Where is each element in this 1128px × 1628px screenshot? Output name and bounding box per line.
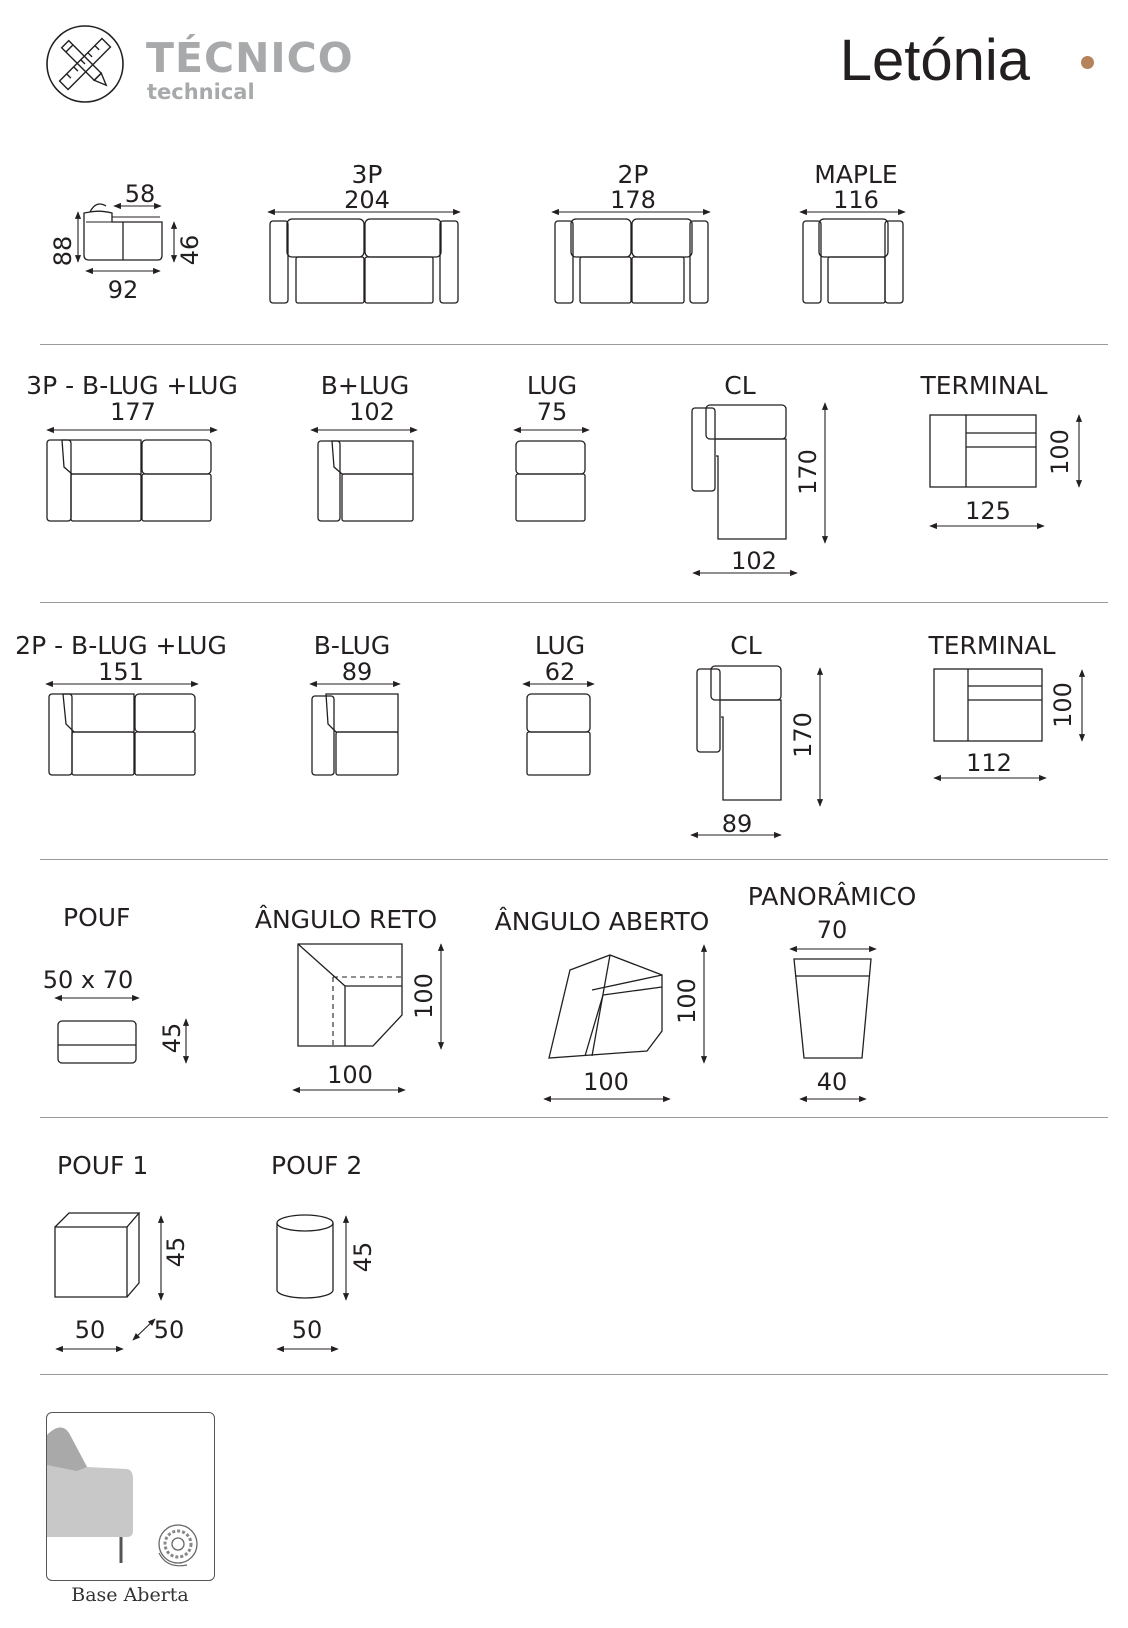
pouf-label: POUF bbox=[63, 903, 131, 932]
maple-label: MAPLE bbox=[814, 160, 898, 189]
angulo-reto-width: 100 bbox=[327, 1061, 373, 1089]
combo-2p-blug-lug-drawing bbox=[46, 684, 198, 775]
sofa-3p-drawing bbox=[268, 212, 460, 303]
pouf-1-depth: 50 bbox=[153, 1316, 185, 1344]
cl-width: 102 bbox=[731, 547, 777, 575]
terminal-depth: 100 bbox=[1046, 429, 1074, 475]
armchair-maple-drawing bbox=[800, 212, 905, 303]
pouf-1-width: 50 bbox=[74, 1316, 106, 1344]
combo-2p-label: 2P - B-LUG +LUG bbox=[15, 631, 227, 660]
terminal-small-depth: 100 bbox=[1049, 682, 1077, 728]
terminal-label: TERMINAL bbox=[920, 371, 1048, 400]
cl-label: CL bbox=[724, 371, 756, 400]
module-lug-drawing bbox=[514, 430, 589, 521]
b-lug-width: 89 bbox=[341, 658, 373, 686]
blug-width: 102 bbox=[349, 398, 395, 426]
sofa-base-illustration bbox=[47, 1413, 214, 1580]
angulo-reto-label: ÂNGULO RETO bbox=[254, 905, 438, 934]
module-lug-small-drawing bbox=[523, 684, 594, 775]
terminal-width: 125 bbox=[965, 497, 1011, 525]
lug-width: 75 bbox=[536, 398, 568, 426]
angulo-aberto-label: ÂNGULO ABERTO bbox=[494, 907, 710, 936]
panoramico-label: PANORÂMICO bbox=[747, 882, 917, 911]
side-seat-height-value: 46 bbox=[176, 234, 204, 266]
cl-small-label: CL bbox=[730, 631, 762, 660]
lug-small-label: LUG bbox=[534, 631, 586, 660]
terminal-small-label: TERMINAL bbox=[928, 631, 1056, 660]
pouf-2-label: POUF 2 bbox=[271, 1151, 363, 1180]
combo-3p-label: 3P - B-LUG +LUG bbox=[26, 371, 238, 400]
b-lug-label: B-LUG bbox=[313, 631, 391, 660]
combo-3p-width: 177 bbox=[110, 398, 156, 426]
lug-label: LUG bbox=[526, 371, 578, 400]
maple-width: 116 bbox=[833, 186, 879, 214]
combo-3p-blug-lug-drawing bbox=[47, 430, 217, 521]
pouf-2-height: 45 bbox=[349, 1241, 377, 1273]
pouf-height: 45 bbox=[158, 1022, 186, 1054]
model-name: Letónia bbox=[839, 28, 1030, 93]
pouf-1-height: 45 bbox=[162, 1236, 190, 1268]
module-b-lug-small-drawing bbox=[310, 684, 400, 775]
module-b-lug-drawing bbox=[311, 430, 417, 521]
sofa-2p-width: 178 bbox=[610, 186, 656, 214]
sofa-3p-label: 3P bbox=[351, 160, 383, 189]
pouf-2-diameter: 50 bbox=[291, 1316, 323, 1344]
sofa-2p-drawing bbox=[552, 212, 710, 303]
pouf-1-label: POUF 1 bbox=[57, 1151, 149, 1180]
terminal-small-width: 112 bbox=[966, 749, 1012, 777]
side-depth-value: 58 bbox=[124, 180, 156, 208]
cl-small-width: 89 bbox=[721, 810, 753, 838]
side-profile-drawing bbox=[78, 204, 174, 271]
pouf-size: 50 x 70 bbox=[42, 966, 134, 994]
combo-2p-width: 151 bbox=[98, 658, 144, 686]
angulo-reto-depth: 100 bbox=[410, 973, 438, 1019]
brand-title: TÉCNICO bbox=[146, 34, 354, 82]
brand-subtitle: technical bbox=[147, 80, 255, 104]
panoramico-top-width: 70 bbox=[816, 916, 848, 944]
side-height-value: 88 bbox=[49, 235, 77, 267]
angulo-aberto-depth: 100 bbox=[673, 978, 701, 1024]
sofa-3p-width: 204 bbox=[344, 186, 390, 214]
lug-small-width: 62 bbox=[544, 658, 576, 686]
cl-small-length: 170 bbox=[789, 712, 817, 758]
side-width-value: 92 bbox=[107, 276, 139, 304]
pouf-1-drawing bbox=[55, 1213, 161, 1349]
panoramico-bottom-width: 40 bbox=[816, 1068, 848, 1096]
blug-label: B+LUG bbox=[320, 371, 410, 400]
angulo-aberto-width: 100 bbox=[583, 1068, 629, 1096]
cl-length: 170 bbox=[794, 449, 822, 495]
sofa-2p-label: 2P bbox=[617, 160, 649, 189]
base-aberta-caption: Base Aberta bbox=[71, 1584, 189, 1606]
base-aberta-image bbox=[46, 1412, 215, 1581]
